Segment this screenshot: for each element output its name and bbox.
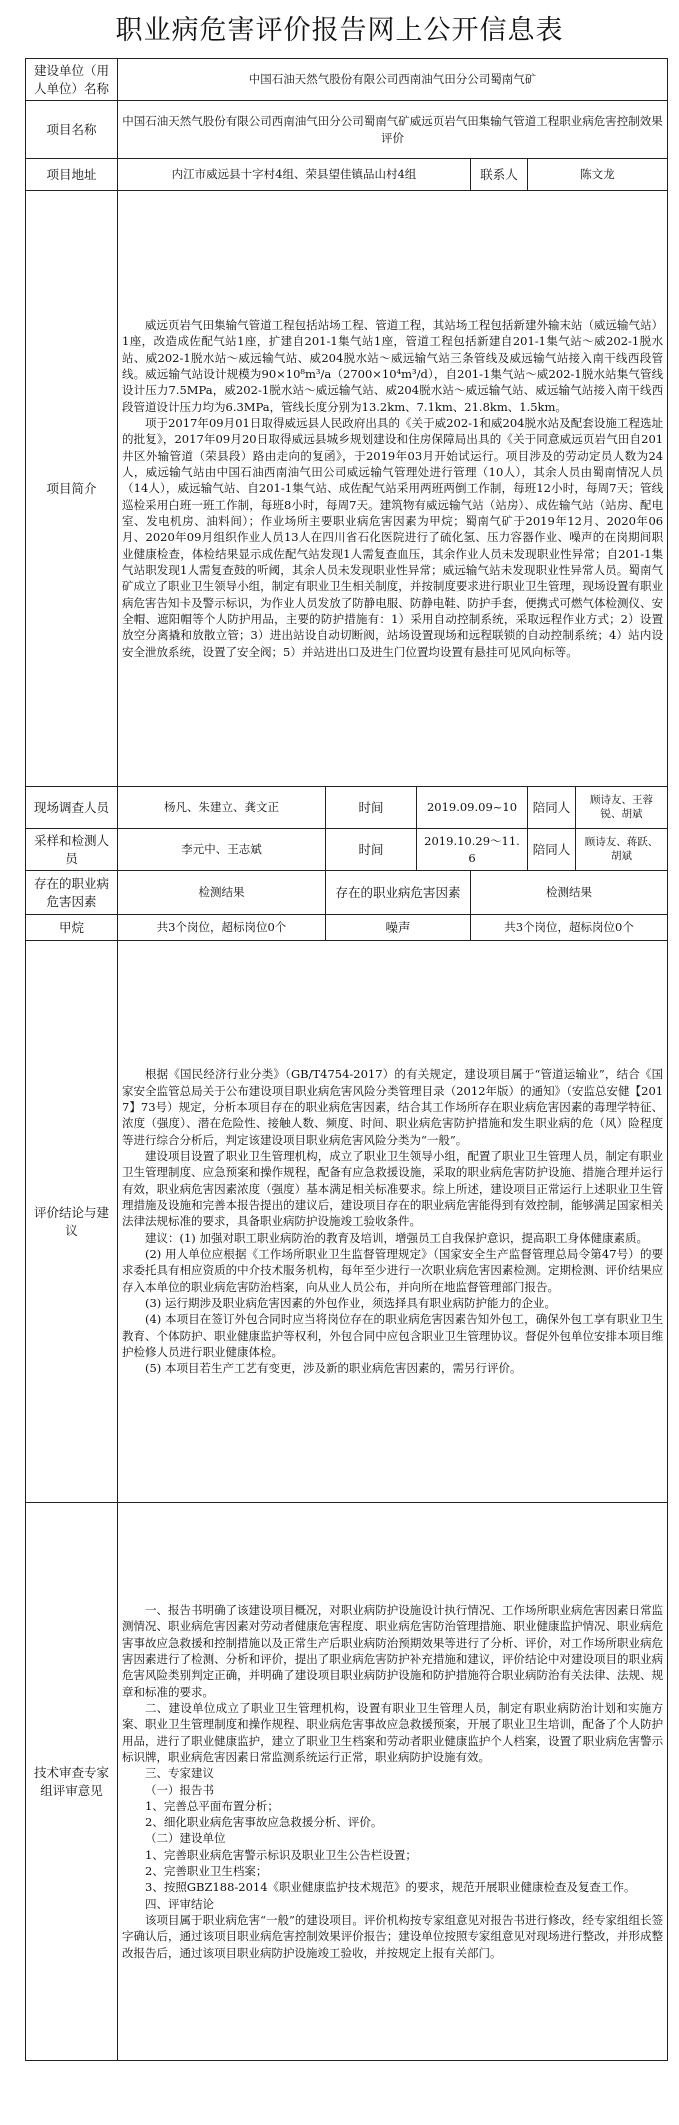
contact-value: 陈文龙 — [528, 159, 668, 191]
hazard-factor-header: 存在的职业病危害因素 — [26, 871, 118, 915]
survey-time: 2019.09.09~10 — [417, 787, 528, 829]
hazard-factor: 甲烷 — [26, 915, 118, 941]
conclusion-paragraph: (3) 运行期涉及职业病危害因素的外包作业，须选择具有职业病防护能力的企业。 — [145, 1295, 556, 1310]
survey-accompany: 顾诗友、王蓉锐、胡斌 — [576, 787, 668, 829]
review-paragraph: 该项目属于职业病危害“一般”的建设项目。评价机构按专家组意见对报告书进行修改，经专家组组长签字确认后，通过该项目职业病危害控制效果评价报告；建设单位按照专家组意见对现场进行整改，并形成整改报告后，通过该项目职业病防护设施竣工验收，并按规定上报有关部门。 — [122, 1913, 664, 1960]
review-paragraph: 1、完善总平面布置分析； — [145, 1798, 279, 1813]
sampling-accompany: 顾诗友、蒋跃、胡斌 — [576, 829, 668, 871]
hazard-result-header: 检测结果 — [118, 871, 326, 915]
review-paragraph: 1、完善职业病危害警示标识及职业卫生公告栏设置； — [145, 1847, 417, 1862]
sampling-label: 采样和检测人员 — [26, 829, 118, 871]
row-hazards-header — [26, 871, 668, 915]
hazard-result: 共3个岗位，超标岗位0个 — [118, 915, 326, 941]
review-paragraph: 3、按照GBZ188-2014《职业健康监护技术规范》的要求，规范开展职业健康检查及复查工作。 — [145, 1880, 636, 1895]
hazard-factor-header: 存在的职业病危害因素 — [326, 871, 471, 915]
review-paragraph: 2、完善职业卫生档案； — [145, 1864, 268, 1879]
row-project-name — [26, 101, 668, 159]
hazard-factor: 噪声 — [326, 915, 471, 941]
hazard-result-header: 检测结果 — [471, 871, 668, 915]
hazard-result: 共3个岗位，超标岗位0个 — [471, 915, 668, 941]
project-intro-label: 项目简介 — [26, 191, 118, 787]
intro-paragraph: 项于2017年09月01日取得威远县人民政府出具的《关于威202-1和威204脱水站及配套设施工程选址的批复》，2017年09月20日取得威远县城乡规划建设和住房保障局出具的《关于同意威远页岩气田自201井区外输管道（荣县段）路由走向的复函》，于2019年03月开始试运行。项目涉及的劳动定员人数为24人，威远输气站由中国石油西南油气田公司威远输气管理处进行管理（10人），其余人员由蜀南情况人员（14人），威远输气站、自201-1集气站、成佐配气站采用两班两倒工作制，每班12小时，每周7天；管线巡检采用白班一班工作制，每班8小时，每周7天。建筑物有威远输气站（站房）、成佐输气站（站房、配电室、发电机房、油料间）；作业场所主要职业病危害因素为甲烷；蜀南气矿于2019年12月、2020年06月、2020年09月组织作业人员13人在四川省石化医院进行了硫化氢、压力容器作业、噪声的在岗期间职业健康检查，体检结果显示成佐配气站发现1人需复查血压，其余作业人员未发现职业性异常；自201-1集气站职发现1人需复查鼓的听阈，其余人员未发现职业性异常；威远输气站未发现职业性异常人员。蜀南气矿成立了职业卫生领导小组，制定有职业卫生相关制度，并按制度要求进行职业卫生管理，现场设置有职业病危害告知卡及警示标识，为作业人员发放了防静电服、防静电鞋、防护手套，便携式可燃气体检测仪、安全帽、遮阳帽等个人防护用品，主要的防护措施有：1）采用自动控制系统，采取远程作业方式；2）设置放空分离撬和放散立管；3）进出站设自动切断阀，站场设置现场和远程联锁的自动控制系统；4）站内设安全泄放系统，设置了安全阀；5）并站进出口及进生门位置均设置有悬挂可见风向标等。 — [122, 416, 664, 659]
employer-value: 中国石油天然气股份有限公司西南油气田分公司蜀南气矿 — [118, 59, 668, 101]
project-address-value: 内江市威远县十字村4组、荣县望佳镇品山村4组 — [118, 159, 471, 191]
review-label: 技术审查专家组评审意见 — [26, 1503, 118, 2061]
info-table — [25, 58, 668, 2061]
sampling-time: 2019.10.29～11.6 — [417, 829, 528, 871]
review-paragraph: 四、评审结论 — [145, 1896, 214, 1911]
row-review — [26, 1503, 668, 2061]
row-sampling — [26, 829, 668, 871]
review-paragraph: 一、报告书明确了该建设项目概况，对职业病防护设施设计执行情况、工作场所职业病危害因素日常监测情况、职业病危害因素对劳动者健康危害程度、职业病危害防治管理措施、职业健康监护情况、职业病危害事故应急救援和控制措施以及正常生产后职业病防治预期效果等进行了分析、评价，对工作场所职业病危害因素进行了检测、分析和评价，提出了职业病危害防护补充措施和建议，评价结论中对建设项目的职业病危害风险类别判定正确，并明确了建设项目职业病防护设施和防护措施符合职业病防治有关法律、法规、规章和标准的要求。 — [122, 1602, 664, 1699]
row-conclusion — [26, 941, 668, 1503]
employer-label: 建设单位（用人单位）名称 — [26, 59, 118, 101]
conclusion-body — [118, 941, 668, 1503]
survey-time-label: 时间 — [326, 787, 417, 829]
project-address-label: 项目地址 — [26, 159, 118, 191]
project-intro-body — [118, 191, 668, 787]
row-employer — [26, 59, 668, 101]
conclusion-paragraph: (5) 本项目若生产工艺有变更，涉及新的职业病危害因素的，需另行评价。 — [145, 1361, 522, 1376]
review-body — [118, 1503, 668, 2061]
conclusion-paragraph: (4) 本项目在签订外包合同时应当将岗位存在的职业病危害因素告知外包工，确保外包工享有职业卫生教育、个体防护、职业健康监护等权利，外包合同中应包含职业卫生管理协议。督促外包单位安排本项目维护检修人员进行职业健康体检。 — [122, 1312, 664, 1359]
sampling-people: 李元中、王志斌 — [118, 829, 326, 871]
sampling-accompany-label: 陪同人 — [528, 829, 576, 871]
conclusion-paragraph: (2) 用人单位应根据《工作场所职业卫生监督管理规定》（国家安全生产监督管理总局令第47号）的要求委托具有相应资质的中介技术服务机构，每年至少进行一次职业病危害因素检测。定期检测、评价结果应存入本单位的职业病危害防治档案，向从业人员公布，并向所在地监督管理部门报告。 — [122, 1246, 664, 1294]
review-paragraph: 三、专家建议 — [145, 1766, 214, 1781]
survey-people: 杨凡、朱建立、龚文正 — [118, 787, 326, 829]
row-survey — [26, 787, 668, 829]
review-paragraph: （二）建设单位 — [145, 1831, 226, 1846]
row-hazards-values — [26, 915, 668, 941]
project-name-value: 中国石油天然气股份有限公司西南油气田分公司蜀南气矿威远页岩气田集输气管道工程职业病危害控制效果评价 — [118, 101, 668, 159]
review-paragraph: （一）报告书 — [145, 1782, 214, 1797]
conclusion-paragraph: 建议：(1) 加强对职工职业病防治的教育及培训，增强员工自我保护意识，提高职工身体健康素质。 — [145, 1230, 648, 1245]
row-project-address — [26, 159, 668, 191]
project-name-label: 项目名称 — [26, 101, 118, 159]
contact-label: 联系人 — [471, 159, 528, 191]
conclusion-label: 评价结论与建议 — [26, 941, 118, 1503]
page-title: 职业病危害评价报告网上公开信息表 — [115, 15, 564, 46]
intro-paragraph: 威远页岩气田集输气管道工程包括站场工程、管道工程，其站场工程包括新建外输末站（威远输气站）1座，改造成佐配气站1座，扩建自201-1集气站1座，管道工程包括新建自201-1集气站～威202-1脱水站、威202-1脱水站～威远输气站、威204脱水站～威远输气站三条管线及威远输气站接入南干线西段管线。威远输气站设计规模为90×10⁸m³/a（2700×10⁴m³/d），自201-1集气站～威202-1脱水站集气管线设计压力7.5MPa，威202-1脱水站～威远输气站、威204脱水站～威远输气站、威远输气站接入南干线西段管道设计压力均为6.3MPa，管线长度分别为13.2km、7.1km、21.8km、1.5km。 — [122, 318, 664, 414]
sampling-time-label: 时间 — [326, 829, 417, 871]
conclusion-paragraph: 建设项目设置了职业卫生管理机构，成立了职业卫生领导小组，配置了职业卫生管理人员，制定有职业卫生管理制度、应急预案和操作规程，配备有应急救援设施，采取的职业病危害防护设施、措施合理并运行有效，职业病危害因素浓度（强度）基本满足相关标准要求。综上所述，建设项目正常运行上述职业卫生管理措施及设施和完善本报告提出的建议后，建设项目存在的职业病危害能得到有效控制，能够满足国家相关法律法规标准的要求，具备职业病防护设施竣工验收条件。 — [122, 1149, 664, 1229]
survey-accompany-label: 陪同人 — [528, 787, 576, 829]
review-paragraph: 2、细化职业病危害事故应急救援分析、评价。 — [145, 1815, 383, 1830]
row-project-intro — [26, 191, 668, 787]
review-paragraph: 二、建设单位成立了职业卫生管理机构，设置有职业卫生管理人员，制定有职业病防治计划和实施方案、职业卫生管理制度和操作规程、职业病危害事故应急救援预案，开展了职业卫生培训，配备了个人防护用品，进行了职业健康监护，建立了职业卫生档案和劳动者职业健康监护个人档案，设置了职业病危害警示标识牌，职业病危害因素日常监测系统运行正常，职业病防护设施有效。 — [122, 1700, 664, 1764]
conclusion-paragraph: 根据《国民经济行业分类》（GB/T4754-2017）的有关规定，建设项目属于“管道运输业”，结合《国家安全监管总局关于公布建设项目职业病危害风险分类管理目录（2012年版）的通知》（安监总安健【2017】73号）规定，分析本项目存在的职业病危害因素，结合其工作场所存在职业病危害因素的毒理学特征、浓度（强度）、潜在危险性、接触人数、频度、时间、职业病危害防护措施和发生职业病的危（风）险程度等进行综合分析后，判定该建设项目职业病危害风险分类为“一般”。 — [122, 1067, 664, 1147]
survey-label: 现场调查人员 — [26, 787, 118, 829]
